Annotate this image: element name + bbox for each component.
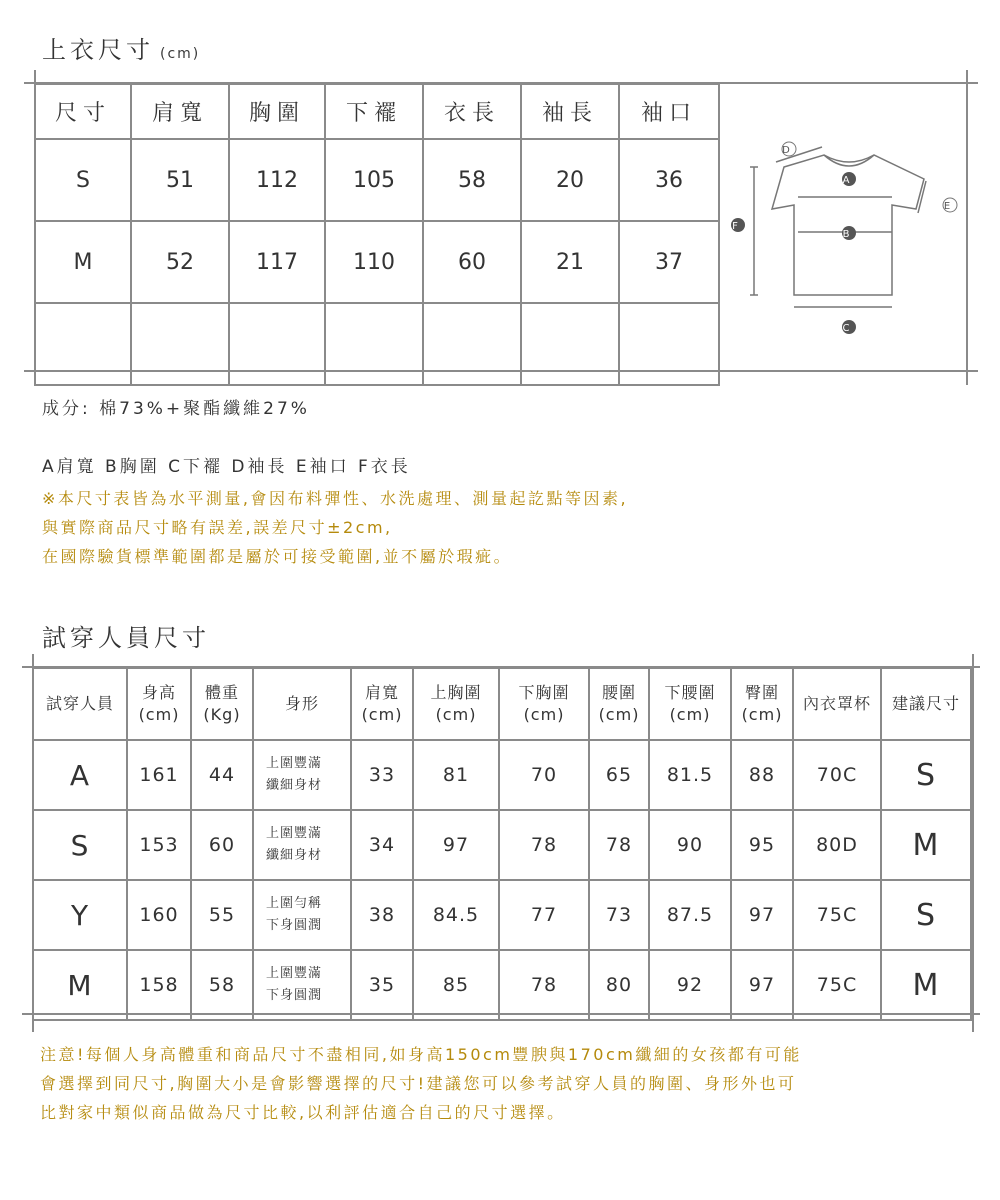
model-weight: 55 xyxy=(191,880,253,950)
model-body-type: 上圍豐滿 纖細身材 xyxy=(253,740,351,810)
svg-text:C: C xyxy=(842,322,856,334)
diagram-label-b xyxy=(842,226,856,240)
tshirt-diagram xyxy=(724,117,974,347)
header-size: 尺寸 xyxy=(35,84,131,139)
model-table-right-line xyxy=(972,654,974,1032)
model-waist: 80 xyxy=(589,950,649,1020)
model-waist: 65 xyxy=(589,740,649,810)
measurement-legend: A肩寬 B胸圍 C下襬 D袖長 E袖口 F衣長 xyxy=(42,457,411,477)
model-row-a xyxy=(33,740,971,810)
model-recommended-size: M xyxy=(881,810,971,880)
cell-value: 105 xyxy=(325,139,423,221)
model-table xyxy=(32,667,972,1021)
header-lower-waist: 下腰圍 (cm) xyxy=(649,668,731,740)
empty-cell xyxy=(423,303,521,385)
svg-text:F: F xyxy=(732,220,744,232)
model-shoulder: 34 xyxy=(351,810,413,880)
size-title: 上衣尺寸 xyxy=(42,36,154,64)
size-section-title xyxy=(42,30,200,65)
model-lower-waist: 92 xyxy=(649,950,731,1020)
empty-cell xyxy=(521,303,619,385)
model-note-line: 會選擇到同尺寸,胸圍大小是會影響選擇的尺寸!建議您可以參考試穿人員的胸圍、身形外也可 xyxy=(40,1074,797,1093)
model-waist: 73 xyxy=(589,880,649,950)
header-chest: 胸圍 xyxy=(229,84,325,139)
model-notes xyxy=(40,1040,802,1127)
model-hip: 97 xyxy=(731,950,793,1020)
header-lower-chest: 下胸圍 (cm) xyxy=(499,668,589,740)
model-name: Y xyxy=(33,880,127,950)
composition-text: 成分: 棉73%+聚酯纖維27% xyxy=(42,399,310,419)
model-lower-waist: 87.5 xyxy=(649,880,731,950)
model-section-title: 試穿人員尺寸 xyxy=(42,624,210,652)
header-length: 衣長 xyxy=(423,84,521,139)
model-hip: 88 xyxy=(731,740,793,810)
model-note-line: 注意!每個人身高體重和商品尺寸不盡相同,如身高150cm豐腴與170cm纖細的女孩都有可能 xyxy=(40,1045,802,1064)
model-lower-chest: 77 xyxy=(499,880,589,950)
size-header-row xyxy=(35,84,978,139)
size-label: M xyxy=(35,221,131,303)
header-recommended: 建議尺寸 xyxy=(881,668,971,740)
empty-cell xyxy=(325,303,423,385)
model-cup: 70C xyxy=(793,740,881,810)
header-cup: 內衣罩杯 xyxy=(793,668,881,740)
empty-cell xyxy=(131,303,229,385)
model-body-type: 上圍豐滿 下身圓潤 xyxy=(253,950,351,1020)
cell-value: 52 xyxy=(131,221,229,303)
header-model: 試穿人員 xyxy=(33,668,127,740)
model-lower-chest: 70 xyxy=(499,740,589,810)
cell-value: 117 xyxy=(229,221,325,303)
model-lower-waist: 81.5 xyxy=(649,740,731,810)
model-cup: 75C xyxy=(793,950,881,1020)
svg-text:D: D xyxy=(782,144,796,156)
model-weight: 60 xyxy=(191,810,253,880)
cell-value: 36 xyxy=(619,139,719,221)
model-header-row xyxy=(33,668,971,740)
empty-cell xyxy=(35,303,131,385)
model-shoulder: 33 xyxy=(351,740,413,810)
cell-value: 37 xyxy=(619,221,719,303)
model-name: M xyxy=(33,950,127,1020)
tshirt-diagram-cell xyxy=(719,84,978,385)
header-shoulder: 肩寬 (cm) xyxy=(351,668,413,740)
model-row-y xyxy=(33,880,971,950)
model-name: S xyxy=(33,810,127,880)
model-recommended-size: S xyxy=(881,740,971,810)
header-sleeve-length: 袖長 xyxy=(521,84,619,139)
header-weight: 體重 (Kg) xyxy=(191,668,253,740)
size-note-line: 在國際驗貨標準範圍都是屬於可接受範圍,並不屬於瑕疵。 xyxy=(42,547,513,566)
size-note-line: 與實際商品尺寸略有誤差,誤差尺寸±2cm, xyxy=(42,518,393,537)
model-lower-chest: 78 xyxy=(499,810,589,880)
model-height: 158 xyxy=(127,950,191,1020)
size-note-line: ※本尺寸表皆為水平測量,會因布料彈性、水洗處理、測量起訖點等因素, xyxy=(42,489,629,508)
model-weight: 58 xyxy=(191,950,253,1020)
cell-value: 58 xyxy=(423,139,521,221)
size-notes xyxy=(42,484,628,571)
header-body-type: 身形 xyxy=(253,668,351,740)
model-row-m xyxy=(33,950,971,1020)
header-height: 身高 (cm) xyxy=(127,668,191,740)
diagram-label-a xyxy=(842,172,856,186)
model-recommended-size: M xyxy=(881,950,971,1020)
svg-text:E: E xyxy=(943,200,957,212)
svg-text:B: B xyxy=(842,228,856,240)
model-upper-chest: 81 xyxy=(413,740,499,810)
model-recommended-size: S xyxy=(881,880,971,950)
header-hip: 臀圍 (cm) xyxy=(731,668,793,740)
size-table xyxy=(34,83,978,386)
header-cuff: 袖口 xyxy=(619,84,719,139)
model-shoulder: 38 xyxy=(351,880,413,950)
cell-value: 20 xyxy=(521,139,619,221)
model-upper-chest: 84.5 xyxy=(413,880,499,950)
header-shoulder: 肩寬 xyxy=(131,84,229,139)
model-weight: 44 xyxy=(191,740,253,810)
diagram-label-d xyxy=(782,142,796,156)
diagram-label-c xyxy=(842,320,856,334)
model-cup: 80D xyxy=(793,810,881,880)
model-name: A xyxy=(33,740,127,810)
model-body-type: 上圍勻稱 下身圓潤 xyxy=(253,880,351,950)
empty-cell xyxy=(619,303,719,385)
model-height: 153 xyxy=(127,810,191,880)
diagram-label-f xyxy=(731,218,745,232)
svg-text:A: A xyxy=(842,174,856,186)
model-upper-chest: 85 xyxy=(413,950,499,1020)
header-upper-chest: 上胸圍 (cm) xyxy=(413,668,499,740)
model-height: 160 xyxy=(127,880,191,950)
model-waist: 78 xyxy=(589,810,649,880)
model-shoulder: 35 xyxy=(351,950,413,1020)
header-waist: 腰圍 (cm) xyxy=(589,668,649,740)
cell-value: 21 xyxy=(521,221,619,303)
header-hem: 下襬 xyxy=(325,84,423,139)
model-row-s xyxy=(33,810,971,880)
model-note-line: 比對家中類似商品做為尺寸比較,以利評估適合自己的尺寸選擇。 xyxy=(40,1103,566,1122)
model-lower-waist: 90 xyxy=(649,810,731,880)
model-hip: 95 xyxy=(731,810,793,880)
model-lower-chest: 78 xyxy=(499,950,589,1020)
model-height: 161 xyxy=(127,740,191,810)
size-unit: (cm) xyxy=(160,46,201,62)
diagram-label-e xyxy=(943,198,957,212)
model-hip: 97 xyxy=(731,880,793,950)
cell-value: 51 xyxy=(131,139,229,221)
model-upper-chest: 97 xyxy=(413,810,499,880)
cell-value: 112 xyxy=(229,139,325,221)
size-label: S xyxy=(35,139,131,221)
cell-value: 110 xyxy=(325,221,423,303)
cell-value: 60 xyxy=(423,221,521,303)
model-cup: 75C xyxy=(793,880,881,950)
model-body-type: 上圍豐滿 纖細身材 xyxy=(253,810,351,880)
empty-cell xyxy=(229,303,325,385)
